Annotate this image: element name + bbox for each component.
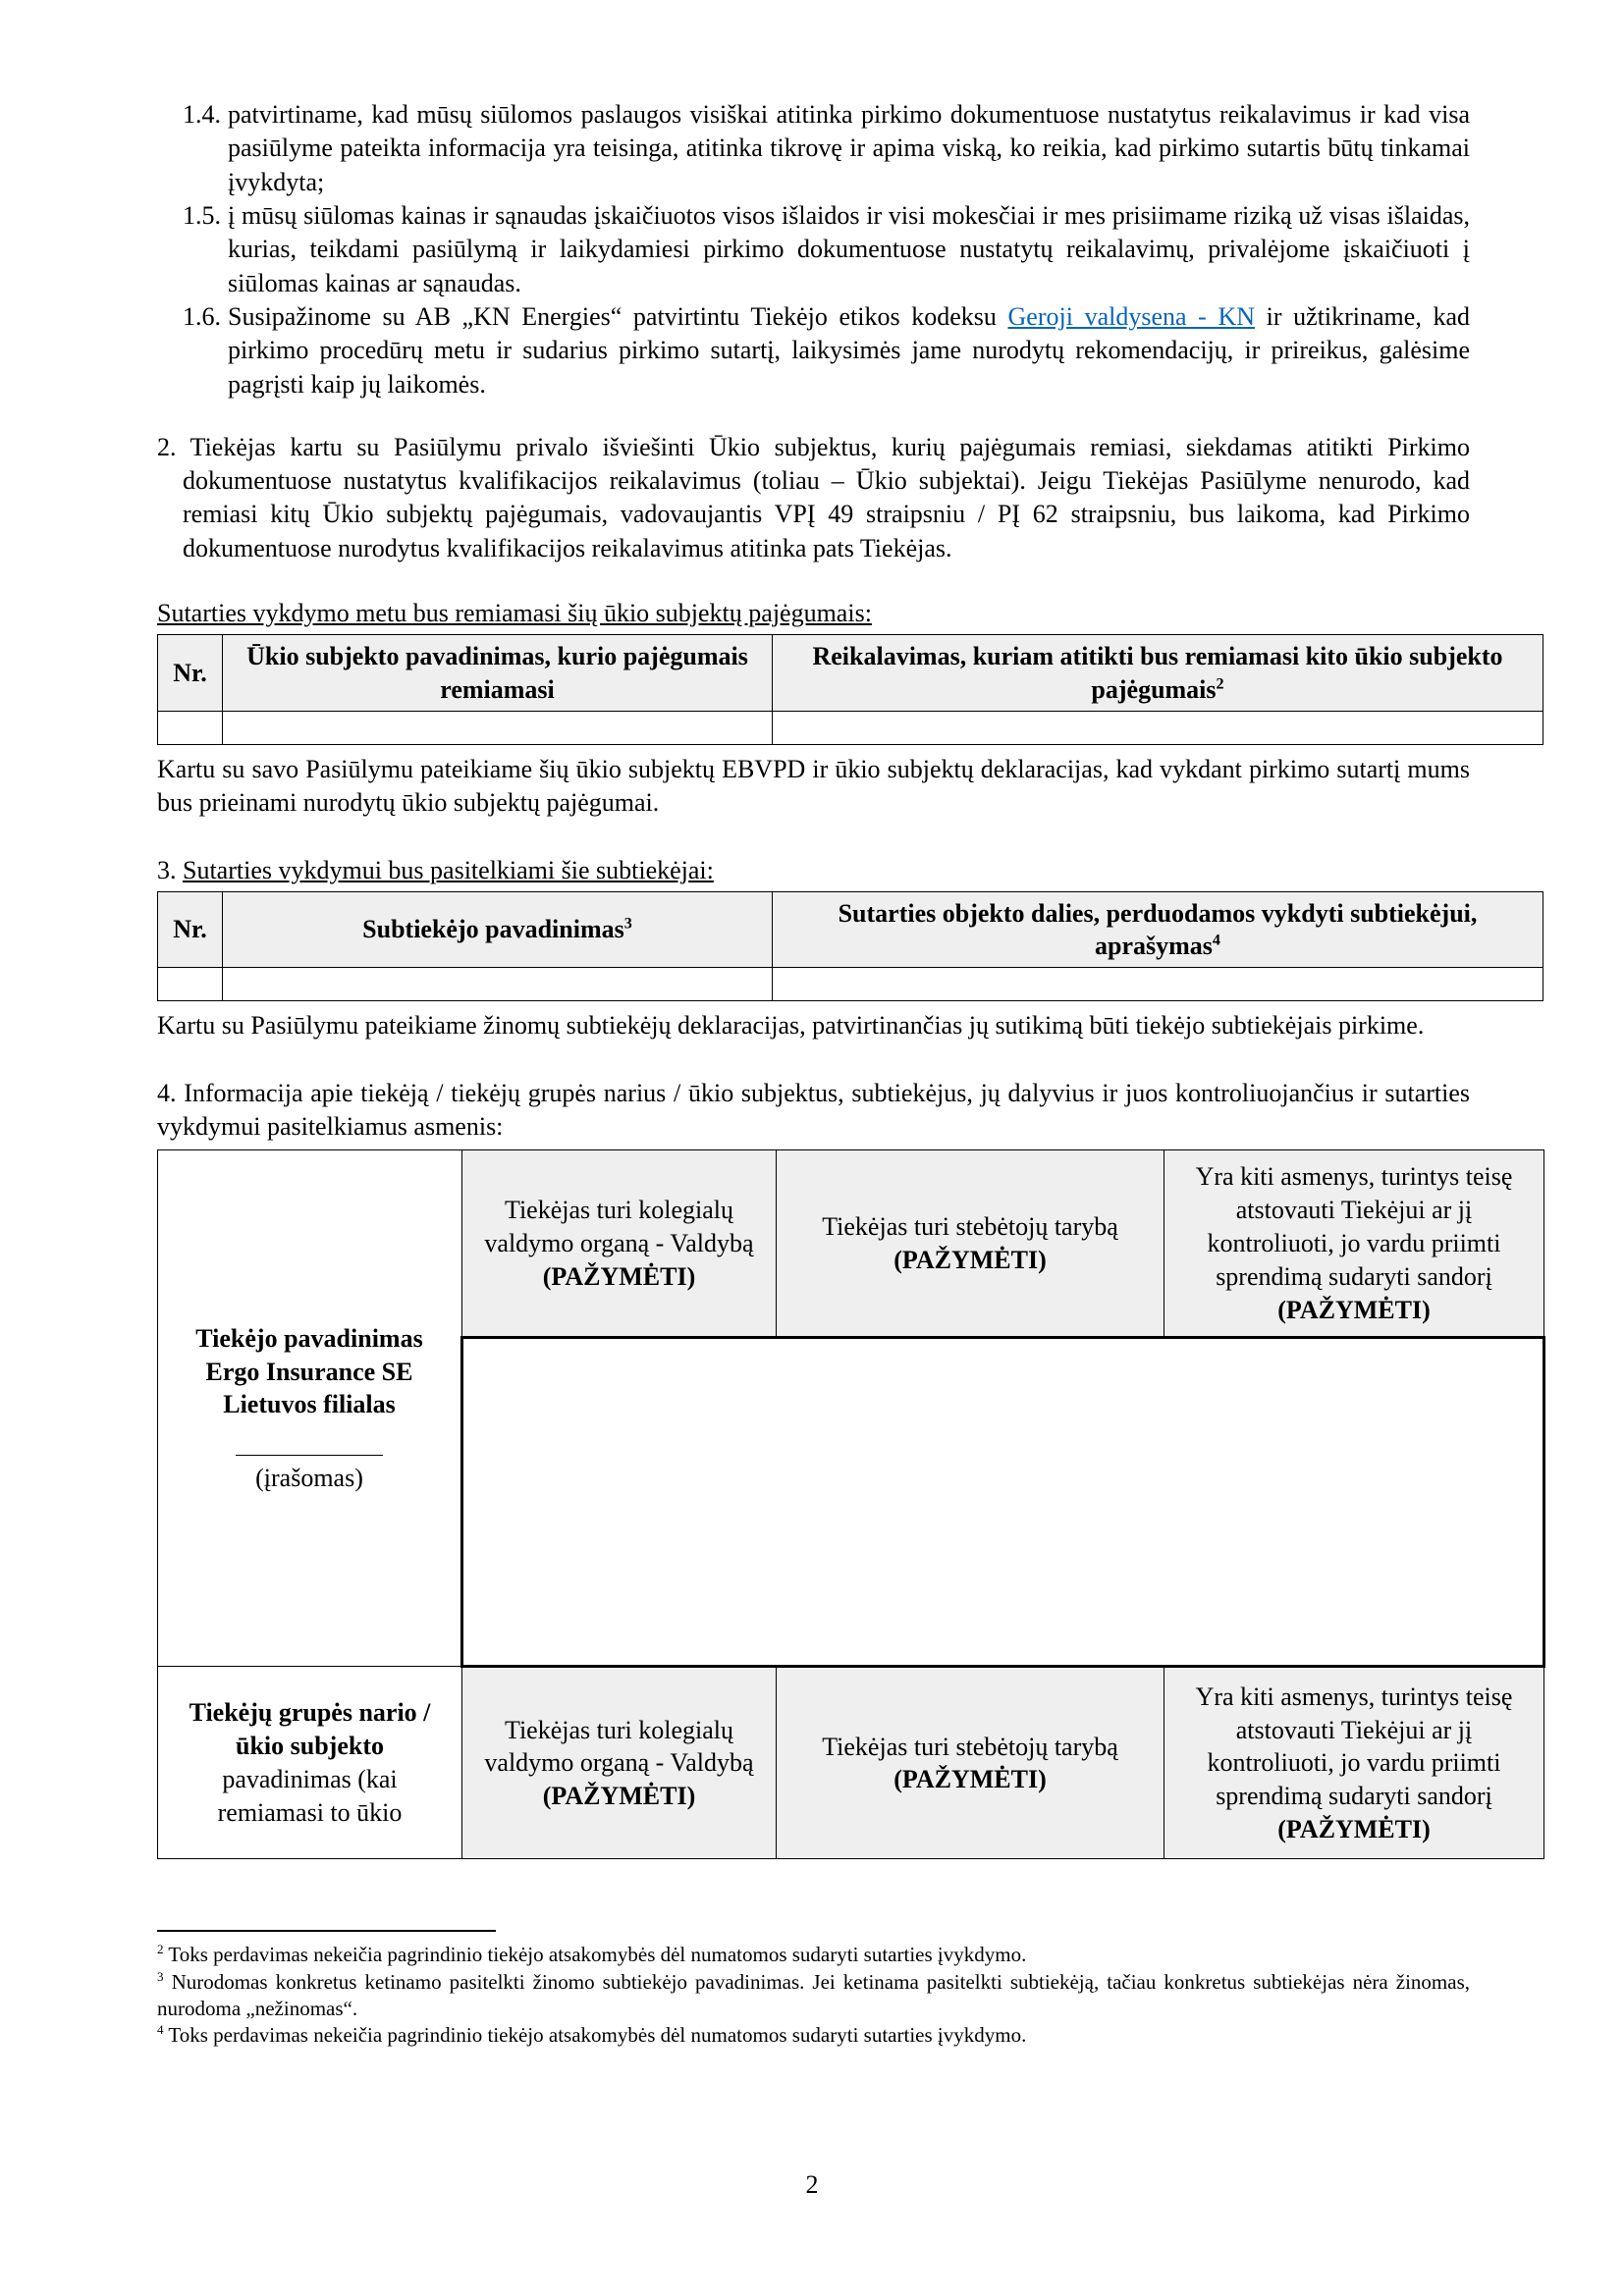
footnote-marker: 2	[157, 1942, 164, 1957]
marking-box[interactable]	[462, 1338, 1544, 1667]
list-item-1-6	[183, 300, 1470, 401]
section-text: Tiekėjas kartu su Pasiūlymu privalo išviešinti Ūkio subjektus, kurių pajėgumais remiasi, siekdamas atitikti Pirkimo dokumentuose nustatytus kvalifikacijos reikalavimus (toliau – Ūkio subjektai). Jeigu Tiekėjas Pasiūlyme nenurodo, kad remiasi kitų Ūkio subjektų pajėgumais, vadovaujantis VPĮ 49 straipsniu / PĮ 62 straipsniu, bus laikoma, kad Pirkimo dokumentuose nurodytus kvalifikacijos reikalavimus atitinka pats Tiekėjas.	[183, 432, 1471, 562]
supplier-name-cell	[158, 1150, 462, 1667]
board-header-cell	[462, 1150, 777, 1338]
footnote-4	[157, 2022, 1470, 2049]
subjects-table	[157, 634, 1543, 745]
board-header-text: Tiekėjas turi kolegialų valdymo organą - Valdybą	[484, 1715, 754, 1778]
supplier-name-hint: (įrašomas)	[255, 1464, 363, 1493]
clause-text: į mūsų siūlomas kainas ir sąnaudas įskaičiuotos visos išlaidos ir visi mokesčiai ir mes prisiimame riziką už visas išlaidas, kurias, teikdami pasiūlymą ir laikydamiesi pirkimo dokumentuose nustatytų reikalavimų, privalėjome įskaičiuoti į siūlomas kainas ar sąnaudas.	[228, 200, 1470, 297]
footnote-text: Nurodomas konkretus ketinamo pasitelkti žinomo subtiekėjo pavadinimas. Jei ketinama pasitelkti subtiekėją, tačiau konkretus subtiekėjas nėra žinomas, nurodoma „nežinomas“.	[157, 1969, 1471, 2020]
section-2-paragraph	[157, 431, 1470, 565]
clause-text-before-link: Susipažinome su AB „KN Energies“ patvirtintu Tiekėjo etikos kodeksu	[228, 301, 1008, 331]
clause-number: 1.4.	[183, 100, 221, 129]
other-persons-header-text: Yra kiti asmenys, turintys teisę atstovauti Tiekėjui ar jį kontroliuoti, jo vardu priimti sprendimą sudaryti sandorį	[1195, 1162, 1513, 1291]
supervisory-mark-label: (PAŽYMĖTI)	[893, 1765, 1047, 1794]
subjects-table-note: Kartu su savo Pasiūlymu pateikiame šių ūkio subjektų EBVPD ir ūkio subjektų deklaracijas, kad vykdant pirkimo sutartį mums bus prieinami nurodytų ūkio subjektų pajėgumai.	[157, 754, 1470, 818]
col-header-subcontractor-name	[223, 891, 773, 968]
board-header-text: Tiekėjas turi kolegialų valdymo organą - Valdybą	[484, 1196, 754, 1257]
col-header-requirement-text: Reikalavimas, kuriam atitikti bus remiamasi kito ūkio subjekto pajėgumais	[812, 642, 1503, 704]
subjects-requirement-input-cell[interactable]	[773, 711, 1543, 744]
col-header-nr: Nr.	[158, 891, 223, 968]
subcontractors-table-empty-row	[158, 968, 1543, 1001]
footnote-3	[157, 1969, 1470, 2023]
other-persons-header-text: Yra kiti asmenys, turintys teisę atstovauti Tiekėjui ar jį kontroliuoti, jo vardu priimti sprendimą sudaryti sandorį	[1195, 1682, 1513, 1811]
subjects-nr-input-cell[interactable]	[158, 711, 223, 744]
footnote-ref-2: 2	[1216, 674, 1224, 692]
board-mark-label: (PAŽYMĖTI)	[542, 1782, 696, 1811]
other-persons-mark-label: (PAŽYMĖTI)	[1277, 1814, 1431, 1843]
fill-in-line	[236, 1455, 383, 1456]
col-header-nr: Nr.	[158, 635, 223, 712]
supervisory-header-cell	[777, 1150, 1164, 1338]
section-number: 2.	[157, 432, 177, 461]
subjects-name-input-cell[interactable]	[223, 711, 773, 744]
footnote-marker: 3	[157, 1968, 164, 1984]
page-number: 2	[805, 2170, 819, 2199]
clause-text-after-link: ir užtikriname, kad pirkimo procedūrų metu ir sudarius pirkimo sutartį, laikysimės jame nurodytų rekomendacijų, ir prireikus, galėsime pagrįsti kaip jų laikomės.	[228, 301, 1470, 399]
section-text: Informacija apie tiekėją / tiekėjų grupės narius / ūkio subjektus, subtiekėjus, jų dalyvius ir juos kontroliuojančius ir sutarties vykdymui pasitelkiamus asmenis:	[157, 1078, 1471, 1141]
col-header-subcontractor-name-text: Subtiekėjo pavadinimas	[362, 915, 624, 944]
subcontractors-table	[157, 891, 1543, 1002]
clause-text	[228, 300, 1470, 401]
list-item-1-4	[183, 98, 1470, 199]
section-number: 4.	[157, 1078, 177, 1107]
subcontractors-name-input-cell[interactable]	[223, 968, 773, 1001]
list-item-1-5	[183, 199, 1470, 300]
footnote-text: Toks perdavimas nekeičia pagrindinio tiekėjo atsakomybės dėl numatomos sudaryti sutarties įvykdymo.	[168, 1943, 1027, 1967]
supervisory-header-text: Tiekėjas turi stebėtojų tarybą	[822, 1212, 1118, 1241]
subcontractors-part-input-cell[interactable]	[773, 968, 1543, 1001]
footnotes	[157, 1930, 1470, 2049]
supervisory-header-cell-2	[777, 1667, 1164, 1859]
footnote-ref-4: 4	[1212, 932, 1220, 949]
info-table-group-member-row	[158, 1667, 1544, 1859]
supplier-name-label: Tiekėjo pavadinimas	[195, 1323, 423, 1353]
subjects-table-caption: Sutarties vykdymo metu bus remiamasi šių ūkio subjektų pajėgumais:	[157, 599, 872, 628]
supervisory-mark-label: (PAŽYMĖTI)	[893, 1245, 1047, 1274]
other-persons-header-cell	[1164, 1150, 1544, 1338]
intro-clauses	[157, 98, 1470, 401]
board-header-cell-2	[462, 1667, 777, 1859]
group-member-label-rest: pavadinimas (kai remiamasi to ūkio	[217, 1764, 403, 1827]
supervisory-header-text: Tiekėjas turi stebėtojų tarybą	[822, 1732, 1118, 1761]
col-header-contract-part-text: Sutarties objekto dalies, perduodamos vykdyti subtiekėjui, aprašymas	[838, 898, 1478, 961]
section-4-paragraph	[157, 1077, 1470, 1145]
other-persons-header-cell-2	[1164, 1667, 1544, 1859]
section-number: 3.	[157, 855, 177, 884]
subjects-table-header-row	[158, 635, 1543, 712]
info-table-header-row	[158, 1150, 1544, 1338]
clause-text: patvirtiname, kad mūsų siūlomos paslaugos visiškai atitinka pirkimo dokumentuose nustatytus reikalavimus ir kad visa pasiūlyme pateikta informacija yra teisinga, atitinka tikrovę ir apima viską, ko reikia, kad pirkimo sutartis būtų tinkamai įvykdyta;	[228, 100, 1470, 196]
subcontractors-nr-input-cell[interactable]	[158, 968, 223, 1001]
clause-number: 1.5.	[183, 200, 221, 230]
group-member-cell	[158, 1667, 462, 1859]
footnote-text: Toks perdavimas nekeičia pagrindinio tiekėjo atsakomybės dėl numatomos sudaryti sutarties įvykdymo.	[168, 2023, 1027, 2048]
clause-number: 1.6.	[183, 301, 221, 331]
group-member-label-bold: Tiekėjų grupės nario / ūkio subjekto	[189, 1698, 431, 1760]
subcontractors-table-note: Kartu su Pasiūlymu pateikiame žinomų subtiekėjų deklaracijas, patvirtinančias jų sutikimą būti tiekėjo subtiekėjais pirkime.	[157, 1011, 1425, 1041]
footnote-separator	[157, 1930, 496, 1932]
supplier-info-table	[157, 1149, 1545, 1859]
other-persons-mark-label: (PAŽYMĖTI)	[1277, 1295, 1431, 1324]
subcontractors-table-header-row	[158, 891, 1543, 968]
subjects-table-empty-row	[158, 711, 1543, 744]
col-header-requirement	[773, 635, 1543, 712]
footnote-marker: 4	[157, 2022, 164, 2038]
footnote-2	[157, 1942, 1470, 1968]
col-header-contract-part	[773, 891, 1543, 968]
footnote-ref-3: 3	[623, 915, 632, 933]
section-3-caption: Sutarties vykdymui bus pasitelkiami šie subtiekėjai:	[183, 855, 714, 884]
section-3-heading	[157, 854, 1470, 887]
col-header-subject-name: Ūkio subjekto pavadinimas, kurio pajėgumais remiamasi	[223, 635, 773, 712]
board-mark-label: (PAŽYMĖTI)	[542, 1261, 696, 1291]
ethics-code-link[interactable]: Geroji valdysena - KN	[1007, 301, 1256, 331]
supplier-name-value: Ergo Insurance SE Lietuvos filialas	[205, 1357, 413, 1419]
